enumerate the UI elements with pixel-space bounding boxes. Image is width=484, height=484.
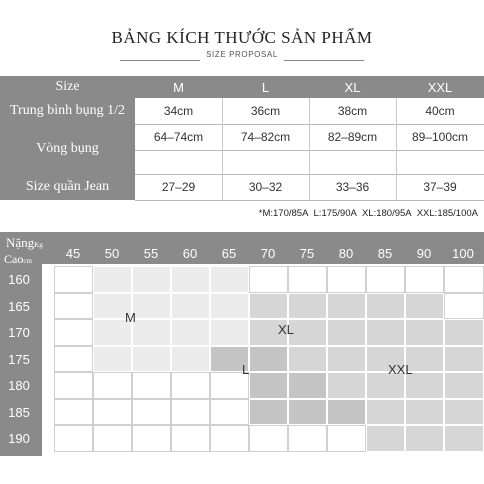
page-subtitle: SIZE PROPOSAL	[206, 50, 278, 59]
grid-cell	[93, 399, 132, 426]
grid-cell	[249, 293, 288, 320]
grid-cell	[288, 372, 327, 399]
grid-cell	[132, 346, 171, 373]
height-tick-label: 185	[8, 404, 30, 420]
grid-cell	[93, 266, 132, 293]
size-header-m: M	[173, 79, 184, 95]
size-table-row	[0, 124, 484, 174]
grid-cell	[327, 425, 366, 452]
grid-cell	[54, 319, 93, 346]
height-label: Cao	[4, 252, 24, 266]
grid-cell	[249, 399, 288, 426]
height-tick-label: 170	[8, 325, 30, 340]
cell-value: 89–100cm	[411, 130, 469, 144]
grid-cell	[405, 293, 444, 320]
cell-value: 38cm	[337, 104, 368, 118]
size-note: *M:170/85A L:175/90A XL:180/95A XXL:185/100A	[258, 208, 478, 219]
weight-tick-label: 85	[377, 246, 393, 261]
row-label-jean-size: Size quần Jean	[0, 174, 135, 200]
grid-cell	[171, 266, 210, 293]
grid-cell	[54, 293, 93, 320]
size-table-row	[0, 98, 484, 124]
weight-label: Nặng	[6, 235, 35, 250]
grid-cell	[444, 346, 484, 373]
cell-value: 37–39	[423, 180, 457, 194]
grid-cell	[366, 266, 405, 293]
zone-label-xxl: XXL	[388, 362, 413, 377]
grid-cell	[288, 266, 327, 293]
height-tick-label: 160	[8, 272, 30, 287]
grid-cell	[132, 372, 171, 399]
grid-cell	[405, 319, 444, 346]
weight-tick-label: 65	[221, 246, 237, 261]
height-tick-label: 180	[8, 378, 30, 393]
cell-value: 33–36	[335, 180, 370, 194]
grid-cell	[132, 425, 171, 452]
title-rule-left	[120, 60, 200, 61]
weight-tick-label: 80	[338, 246, 354, 261]
weight-tick-label: 100	[452, 246, 474, 261]
grid-cell	[171, 346, 210, 373]
size-table-header-row	[0, 76, 484, 98]
grid-cell	[444, 372, 484, 399]
weight-tick-label: 45	[65, 246, 81, 261]
grid-cell	[210, 399, 249, 426]
height-tick-label: 165	[8, 298, 30, 314]
size-table-row	[0, 174, 484, 200]
grid-cell	[54, 425, 93, 452]
title-rule-right	[284, 60, 364, 61]
page-title: BẢNG KÍCH THƯỚC SẢN PHẨM	[111, 28, 373, 47]
grid-cell	[366, 425, 405, 452]
weight-tick-label: 70	[260, 246, 276, 261]
divider	[135, 200, 484, 201]
zone-label-m: M	[125, 310, 136, 325]
height-tick-label: 190	[8, 431, 30, 446]
grid-cell	[327, 346, 366, 373]
grid-cell	[327, 372, 366, 399]
grid-cell	[288, 399, 327, 426]
divider	[396, 98, 397, 200]
zone-label-l: L	[242, 362, 250, 377]
divider	[222, 98, 223, 200]
grid-cell	[93, 372, 132, 399]
grid-cell	[132, 319, 171, 346]
grid-cell	[366, 319, 405, 346]
grid-cell	[327, 399, 366, 426]
weight-tick-label: 55	[143, 246, 159, 261]
grid-cell	[93, 425, 132, 452]
weight-unit: Kg	[34, 241, 43, 249]
weight-tick-label: 50	[104, 246, 120, 261]
grid-cell	[366, 399, 405, 426]
grid-cell	[444, 266, 484, 293]
cell-value: 82–89cm	[327, 130, 378, 144]
height-tick-label: 175	[8, 351, 30, 367]
grid-cell	[288, 346, 327, 373]
size-header-label: Size	[55, 79, 80, 94]
height-axis-label	[4, 252, 32, 267]
grid-cell	[405, 399, 444, 426]
grid-cell	[327, 266, 366, 293]
grid-cell	[171, 319, 210, 346]
row-label-waist: Vòng bụng	[0, 124, 135, 174]
grid-cell	[171, 293, 210, 320]
grid-cell	[366, 293, 405, 320]
grid-cell	[54, 266, 93, 293]
grid-cell	[444, 293, 484, 320]
grid-cell	[54, 346, 93, 373]
weight-tick-label: 60	[182, 246, 198, 261]
size-header-xxl: XXL	[427, 79, 453, 95]
grid-cell	[444, 319, 484, 346]
cell-value: 30–32	[248, 180, 283, 194]
grid-cell	[327, 293, 366, 320]
height-unit: cm	[23, 257, 32, 265]
grid-cell	[405, 266, 444, 293]
grid-cell	[171, 372, 210, 399]
grid-cell	[171, 399, 210, 426]
grid-cell	[210, 319, 249, 346]
grid-cell	[288, 425, 327, 452]
weight-tick-label: 75	[299, 246, 315, 261]
grid-cell	[210, 293, 249, 320]
size-header-l: L	[261, 79, 270, 95]
grid-cell	[132, 266, 171, 293]
grid-cell	[54, 399, 93, 426]
size-header-xl: XL	[344, 79, 361, 95]
grid-cell	[132, 293, 171, 320]
grid-cell	[249, 346, 288, 373]
cell-value: 64–74cm	[153, 130, 204, 144]
grid-cell	[249, 372, 288, 399]
grid-cell	[249, 266, 288, 293]
weight-axis-label	[6, 235, 43, 251]
cell-value: 34cm	[163, 104, 194, 118]
weight-tick-label: 90	[416, 246, 432, 261]
cell-value: 74–82cm	[240, 130, 291, 144]
grid-cell	[171, 425, 210, 452]
row-label-waist-half: Trung bình bụng 1/2	[0, 98, 135, 124]
grid-cell	[132, 399, 171, 426]
grid-cell	[54, 372, 93, 399]
grid-cell	[210, 425, 249, 452]
grid-cell	[210, 266, 249, 293]
grid-cell	[444, 399, 484, 426]
zone-label-xl: XL	[278, 322, 294, 337]
grid-cell	[444, 425, 484, 452]
grid-cell	[288, 293, 327, 320]
cell-value: 27–29	[161, 180, 196, 194]
divider	[309, 98, 310, 200]
grid-cell	[93, 346, 132, 373]
cell-value: 36cm	[250, 104, 281, 118]
grid-cell	[327, 319, 366, 346]
cell-value: 40cm	[425, 104, 455, 118]
grid-cell	[405, 425, 444, 452]
grid-cell	[249, 425, 288, 452]
